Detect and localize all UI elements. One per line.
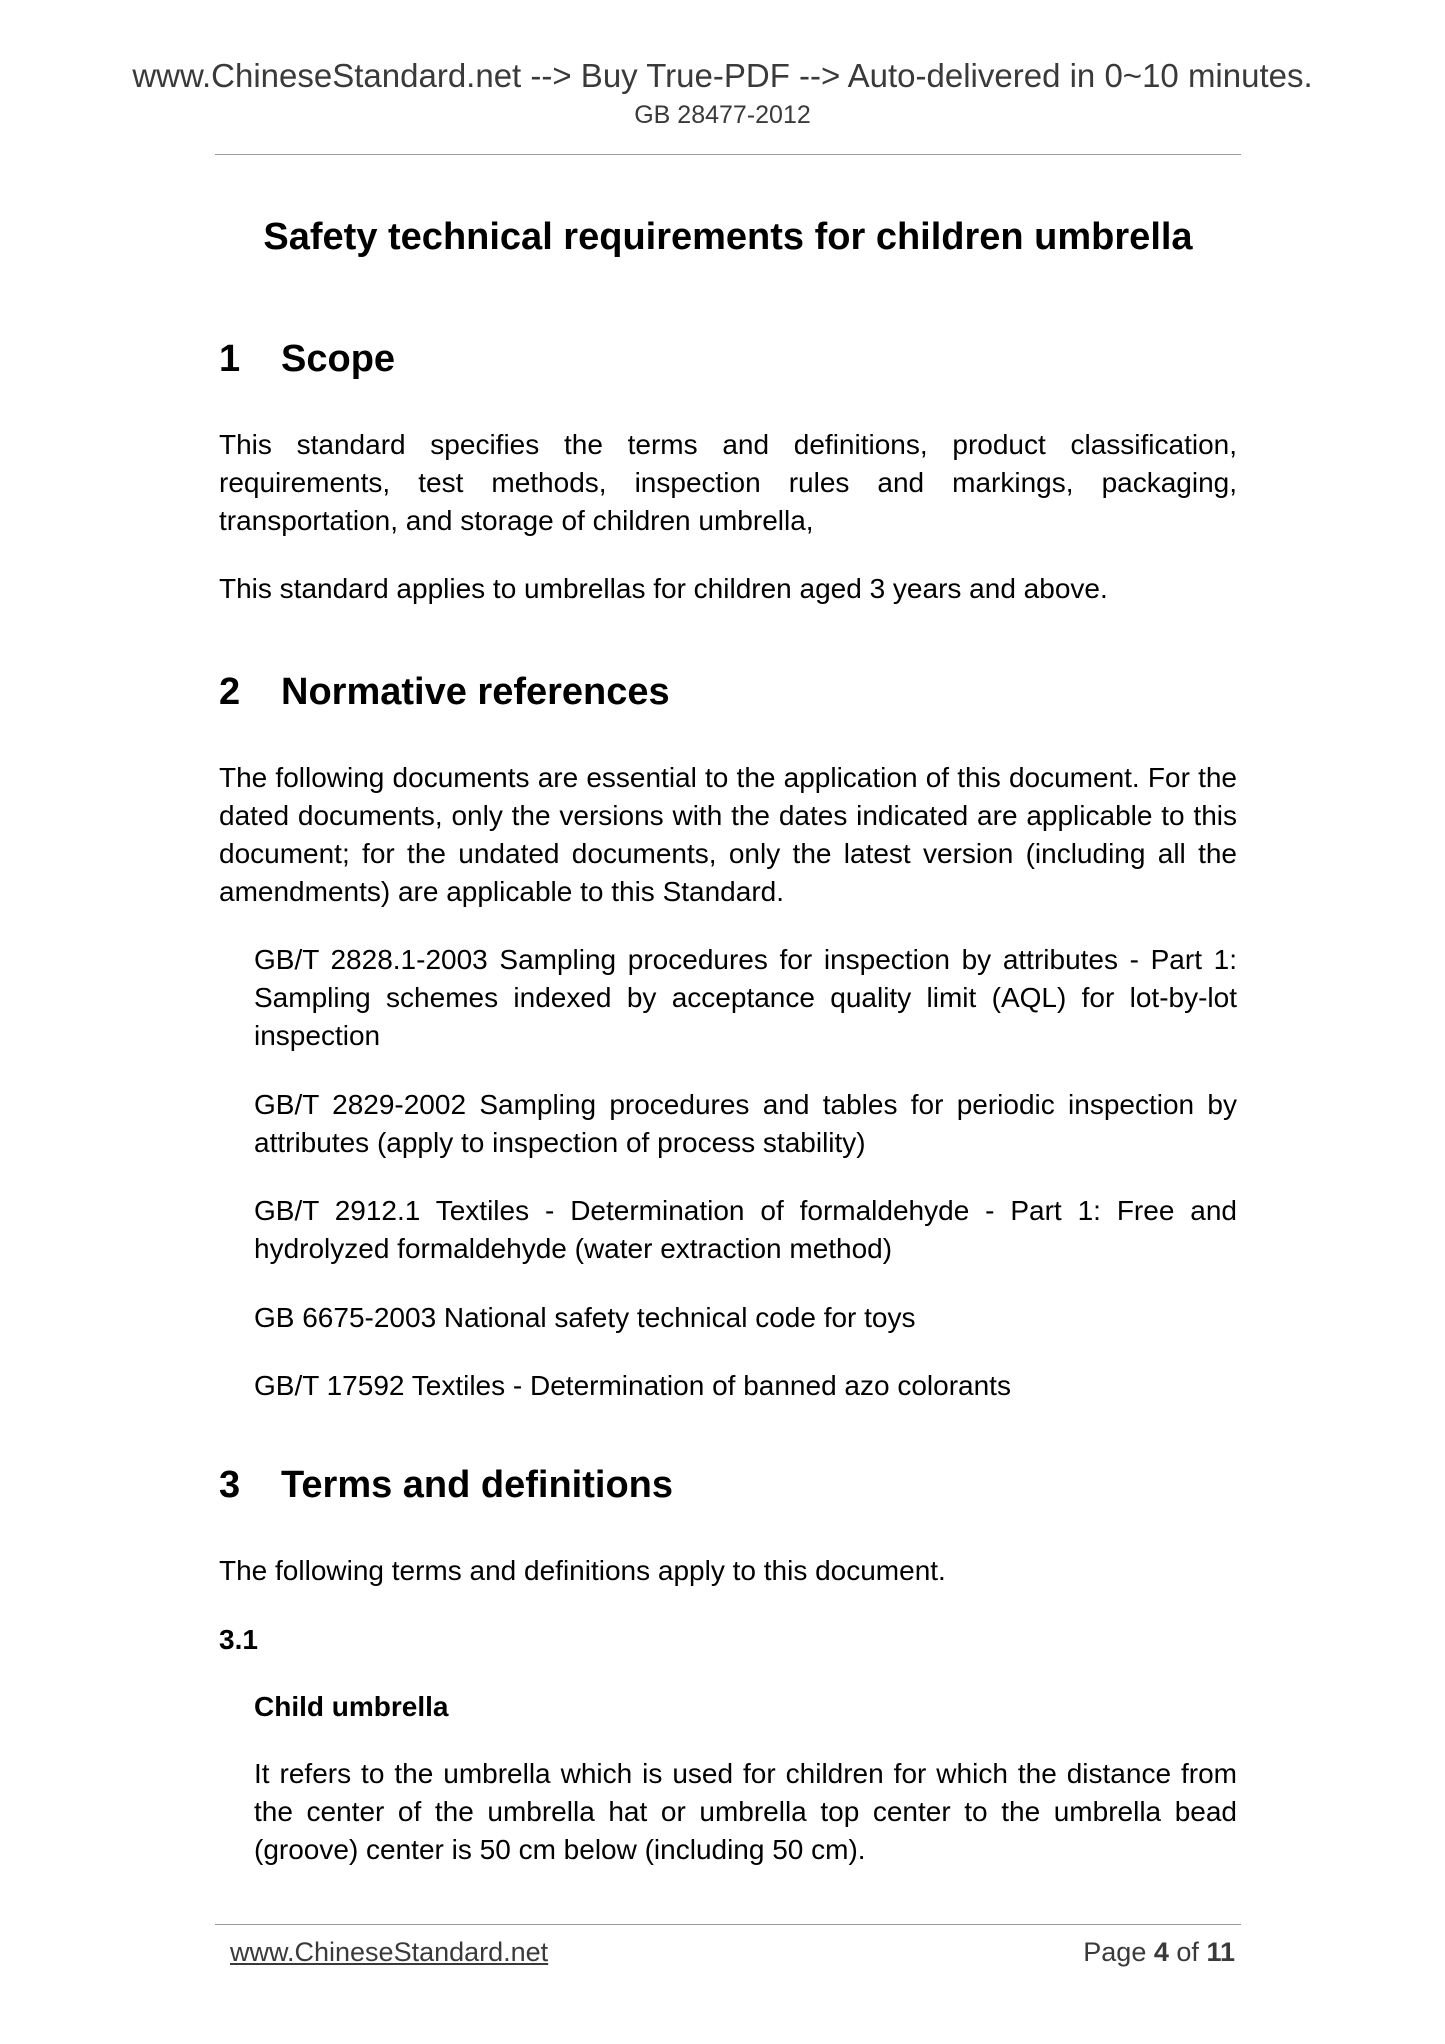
footer-link[interactable]: www.ChineseStandard.net [230,1937,549,1967]
reference-item: GB/T 2829-2002 Sampling procedures and tables for periodic inspection by attributes (apply to inspection of process stability) [254,1089,1237,1158]
section-number: 3 [219,1464,241,1506]
term-definition: It refers to the umbrella which is used for children for which the distance from the center of the umbrella hat or umbrella top center to the umbrella bead (groove) center is 50 cm below (including 50 cm). [254,1758,1237,1865]
reference-item: GB/T 2912.1 Textiles - Determination of formaldehyde - Part 1: Free and hydrolyzed formaldehyde (water extraction method) [254,1195,1237,1264]
section-number: 2 [219,671,241,713]
footer-divider [215,1924,1241,1925]
page-indicator [1083,1937,1235,1968]
page-current: 4 [1153,1937,1169,1967]
section-heading-terms [219,1460,673,1510]
section-title: Normative references [281,671,670,713]
section-number: 1 [219,338,241,380]
reference-item: GB/T 17592 Textiles - Determination of banned azo colorants [254,1370,1011,1401]
section-heading-references [219,667,670,717]
document-title: Safety technical requirements for children umbrella [263,216,1193,258]
section-heading-scope [219,334,395,384]
terms-intro: The following terms and definitions apply to this document. [219,1555,946,1586]
references-intro: The following documents are essential to the application of this document. For the dated documents, only the versions with the dates indicated are applicable to this document; for the undated documents, only the latest version (including all the amendments) are applicable to this Standard. [219,762,1237,907]
reference-item: GB 6675-2003 National safety technical code for toys [254,1302,916,1333]
clause-number: 3.1 [219,1624,258,1655]
page-label: Page [1083,1937,1147,1967]
scope-paragraph-2: This standard applies to umbrellas for children aged 3 years and above. [219,573,1108,604]
page-total: 11 [1206,1937,1235,1967]
scope-paragraph-1: This standard specifies the terms and definitions, product classification, requirements, test methods, inspection rules and markings, packaging, transportation, and storage of children umbrella, [219,429,1237,536]
page-of: of [1176,1937,1199,1967]
promo-banner[interactable]: www.ChineseStandard.net --> Buy True-PDF --> Auto-delivered in 0~10 minutes. [132,57,1313,94]
section-title: Scope [281,338,396,380]
standard-code: GB 28477-2012 [634,101,811,129]
term-name: Child umbrella [254,1691,449,1722]
page-header [0,56,1445,132]
header-divider [215,154,1241,155]
section-title: Terms and definitions [281,1464,674,1506]
reference-item: GB/T 2828.1-2003 Sampling procedures for inspection by attributes - Part 1: Sampling schemes indexed by acceptance quality limit (AQL) for lot-by-lot inspection [254,944,1237,1051]
page-footer [0,1937,1445,1977]
